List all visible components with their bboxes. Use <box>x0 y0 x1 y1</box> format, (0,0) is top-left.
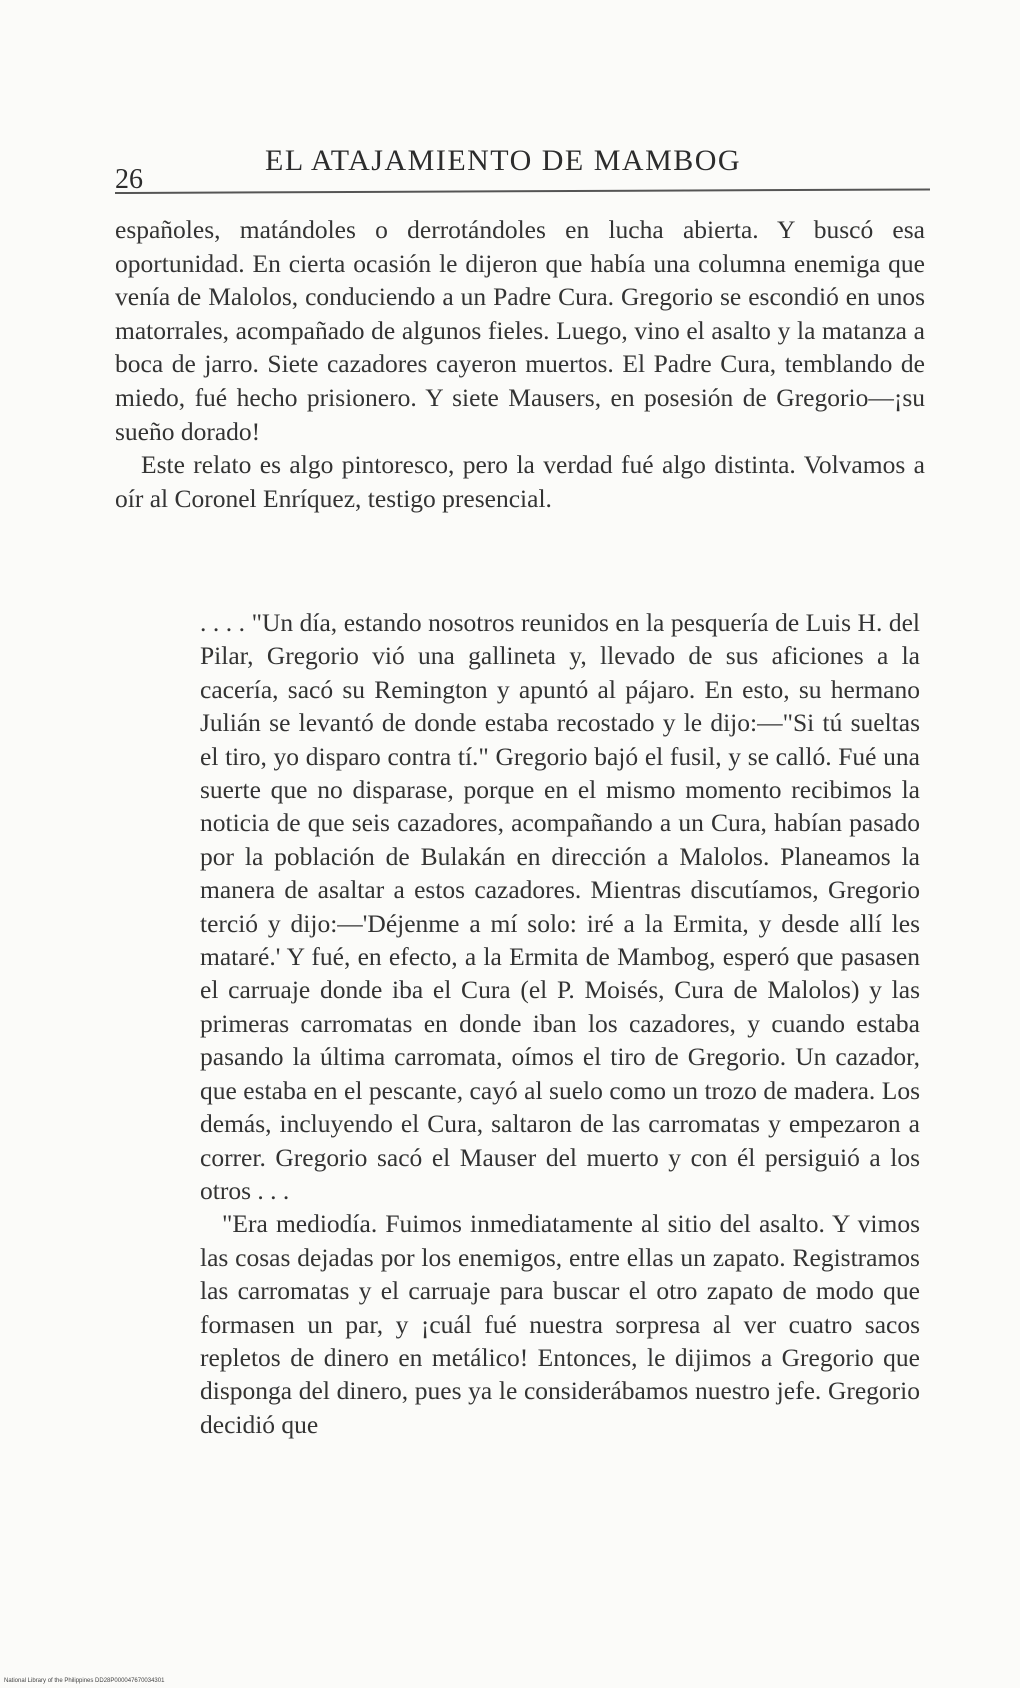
scan-footer: National Library of the Philippines DD28P000047670034301 <box>4 1678 165 1684</box>
running-title: EL ATAJAMIENTO DE MAMBOG <box>265 144 742 177</box>
page-header <box>115 140 930 195</box>
block-quote <box>200 606 920 1441</box>
body-paragraph: Este relato es algo pintoresco, pero la verdad fué algo distinta. Volvamos a oír al Coronel Enríquez, testigo presencial. <box>115 450 925 513</box>
body-text <box>115 213 925 515</box>
body-paragraph: españoles, matándoles o derrotándoles en lucha abierta. Y buscó esa oportunidad. En cierta ocasión le dijeron que había una columna enemiga que venía de Malolos, conduciendo a un Padre Cura. Gregorio se escondió en unos matorrales, acompañado de algunos fieles. Luego, vino el asalto y la matanza a boca de jarro. Siete cazadores cayeron muertos. El Padre Cura, temblando de miedo, fué hecho prisionero. Y siete Mausers, en posesión de Gregorio—¡su sueño dorado! <box>115 215 925 446</box>
page-number: 26 <box>115 164 143 195</box>
quote-paragraph: "Era mediodía. Fuimos inmediatamente al sitio del asalto. Y vimos las cosas dejadas por los enemigos, entre ellas un zapato. Registramos las carromatas y el carruaje para buscar el otro zapato de modo que formasen un par, y ¡cuál fué nuestra sorpresa al ver cuatro sacos repletos de dinero en metálico! Entonces, le dijimos a Gregorio que disponga del dinero, pues ya le considerábamos nuestro jefe. Gregorio decidió que <box>200 1209 920 1439</box>
quote-paragraph: . . . . "Un día, estando nosotros reunidos en la pesquería de Luis H. del Pilar, Gregorio vió una gallineta y, llevado de sus aficiones a la cacería, sacó su Remington y apuntó al pájaro. En esto, su hermano Julián se levantó de donde estaba recostado y le dijo:—"Si tú sueltas el tiro, yo disparo contra tí." Gregorio bajó el fusil, y se calló. Fué una suerte que no disparase, porque en el mismo momento recibimos la noticia de que seis cazadores, acompañando a un Cura, habían pasado por la población de Bulakán en dirección a Malolos. Planeamos la manera de asaltar a estos cazadores. Mientras discutíamos, Gregorio terció y dijo:—'Déjenme a mí solo: iré a la Ermita, y desde allí les mataré.' Y fué, en efecto, a la Ermita de Mambog, esperó que pasasen el carruaje donde iba el Cura (el P. Moisés, Cura de Malolos) y las primeras carromatas en donde iban los cazadores, y cuando estaba pasando la última carromata, oímos el tiro de Gregorio. Un cazador, que estaba en el pescante, cayó al suelo como un trozo de madera. Los demás, incluyendo el Cura, saltaron de las carromatas y empezaron a correr. Gregorio sacó el Mauser del muerto y con él persiguió a los otros . . . <box>200 608 920 1205</box>
